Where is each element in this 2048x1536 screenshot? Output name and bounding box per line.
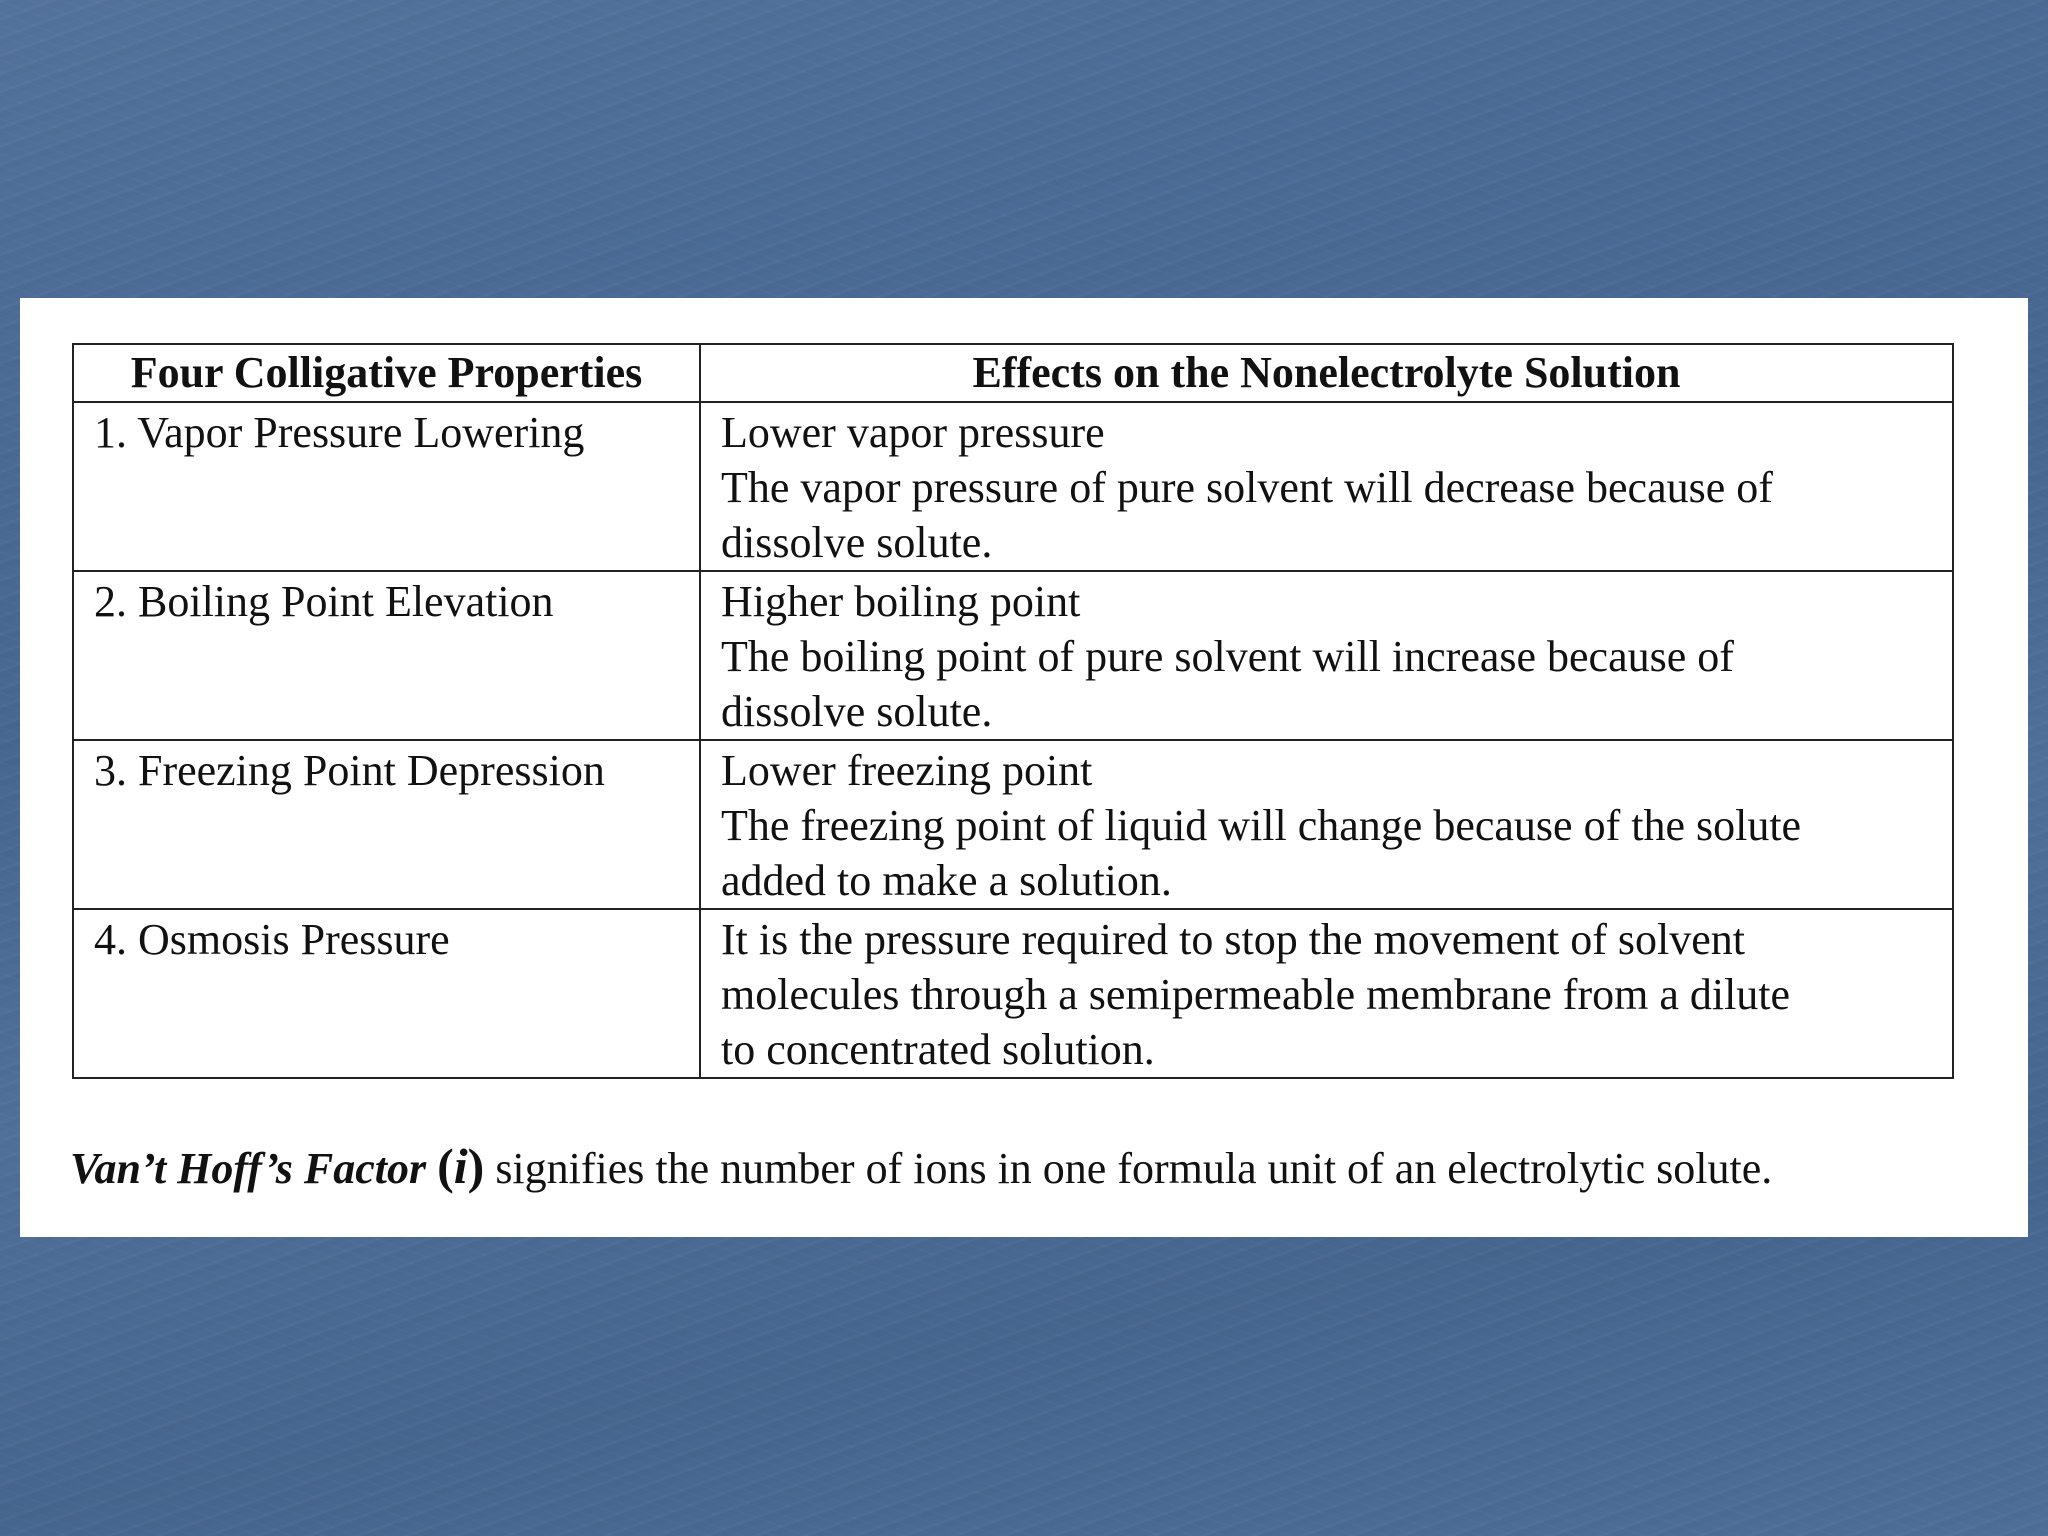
property-cell: 1. Vapor Pressure Lowering — [73, 402, 700, 571]
effect-cell — [700, 402, 1953, 571]
effect-detail-line: The freezing point of liquid will change because of the solute — [721, 801, 1802, 850]
table-row — [73, 740, 1953, 909]
effect-summary: Lower vapor pressure — [721, 408, 1105, 457]
effect-cell — [700, 740, 1953, 909]
property-cell: 4. Osmosis Pressure — [73, 909, 700, 1078]
effect-summary: It is the pressure required to stop the movement of solvent — [721, 915, 1745, 964]
vant-hoff-description: signifies the number of ions in one formula unit of an electrolytic solute. — [484, 1144, 1773, 1193]
effect-detail-line: dissolve solute. — [721, 518, 993, 567]
vant-hoff-symbol — [437, 1138, 484, 1194]
effect-detail-line: The vapor pressure of pure solvent will decrease because of — [721, 463, 1773, 512]
colligative-properties-table — [72, 343, 1954, 1079]
effect-cell — [700, 571, 1953, 740]
effect-summary: Higher boiling point — [721, 577, 1081, 626]
symbol-open-paren: ( — [437, 1138, 454, 1194]
effect-detail-line: dissolve solute. — [721, 687, 993, 736]
vant-hoff-term: Van’t Hoff’s Factor — [70, 1144, 427, 1193]
table-row — [73, 571, 1953, 740]
property-cell: 2. Boiling Point Elevation — [73, 571, 700, 740]
table-row — [73, 909, 1953, 1078]
table-row — [73, 402, 1953, 571]
effect-detail-line: molecules through a semipermeable membrane from a dilute — [721, 970, 1791, 1019]
header-property: Four Colligative Properties — [73, 344, 700, 402]
slide-content-panel — [20, 298, 2028, 1237]
effect-detail-line: to concentrated solution. — [721, 1025, 1155, 1074]
table-header-row — [73, 344, 1953, 402]
effect-summary: Lower freezing point — [721, 746, 1093, 795]
symbol-close-paren: ) — [467, 1138, 485, 1194]
symbol-i: i — [453, 1138, 468, 1194]
header-effect: Effects on the Nonelectrolyte Solution — [700, 344, 1953, 402]
effect-detail-line: The boiling point of pure solvent will increase because of — [721, 632, 1734, 681]
effect-cell — [700, 909, 1953, 1078]
property-cell: 3. Freezing Point Depression — [73, 740, 700, 909]
effect-detail-line: added to make a solution. — [721, 856, 1172, 905]
vant-hoff-factor-note — [70, 1136, 1772, 1199]
